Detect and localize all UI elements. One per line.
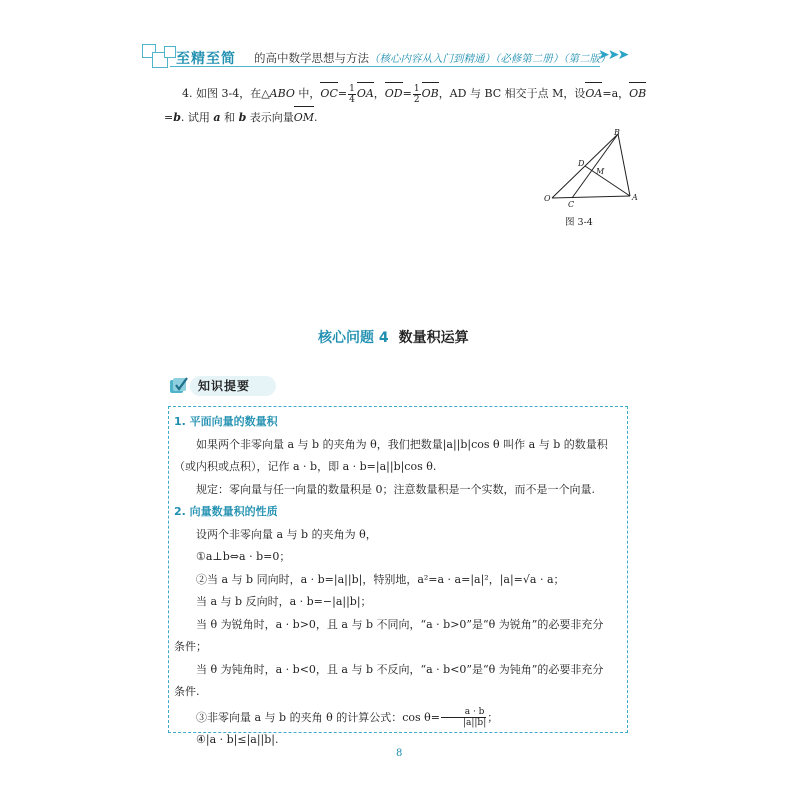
header-subtitle: （核心内容从入门到精通）（必修第二册）（第二版） <box>369 53 611 65</box>
badge-label: 知识提要 <box>190 376 276 396</box>
label-c: C <box>568 200 575 209</box>
vector-oa-2: OA <box>585 82 602 106</box>
label-b: B <box>614 128 620 137</box>
label-d: D <box>578 159 585 168</box>
fraction-1-4: $\frac{1}{4}$ <box>349 83 355 105</box>
label-o: O <box>544 194 551 203</box>
knowledge-line: （或内积或点积），记作 a · b，即 a · b=|a||b|cos θ. <box>174 460 437 473</box>
knowledge-line: 条件； <box>174 640 207 653</box>
knowledge-line: 当 θ 为锐角时，a · b>0，且 a 与 b 不同向，“a · b>0”是“θ 为锐角”的必要非充分 <box>196 617 604 631</box>
header-title: 的高中数学思想与方法（核心内容从入门到精通）（必修第二册）（第二版） <box>254 51 611 65</box>
knowledge-line: ①a⊥b⇔a · b=0； <box>196 550 291 563</box>
knowledge-title-2: 2. 向量数量积的性质 <box>174 505 278 518</box>
section-number: 核心问题 4 <box>318 330 389 346</box>
header-rule <box>170 66 600 67</box>
vector-od: OD <box>385 82 403 106</box>
fraction-1-2: $\frac{1}{2}$ <box>413 83 420 105</box>
vector-om: OM <box>294 106 314 130</box>
label-m: M <box>596 167 605 176</box>
knowledge-line: 条件. <box>174 685 200 698</box>
header-squares-decoration <box>140 44 180 68</box>
exercise-line-1: 4. 如图 3-4，在△ABO 中，OC= $\frac{1}{4}$ OA，OD= $\frac{1}{2}$ OB，AD 与 BC 相交于点 M，设OA=a，OB <box>182 83 647 105</box>
knowledge-line: 当 θ 为钝角时，a · b<0，且 a 与 b 不反向，“a · b<0”是“θ 为钝角”的必要非充分 <box>196 662 604 676</box>
figure-3-4 <box>538 128 648 228</box>
segment-ab <box>618 134 630 196</box>
vector-ob-2: OB <box>629 82 646 106</box>
knowledge-line: 如果两个非零向量 a 与 b 的夹角为 θ，我们把数量|a||b|cos θ 叫作 a 与 b 的数量积 <box>196 437 608 451</box>
knowledge-line: 设两个非零向量 a 与 b 的夹角为 θ， <box>196 527 377 541</box>
exercise-4 <box>164 82 652 130</box>
header-arrows-icon: ➤➤➤ <box>598 47 628 63</box>
vector-oc: OC <box>320 82 337 106</box>
vector-oa: OA <box>357 82 374 106</box>
knowledge-box <box>168 406 628 746</box>
exercise-line-2: =b. 试用 a 和 b 表示向量OM. <box>164 106 652 130</box>
book-check-icon <box>168 375 190 397</box>
section-name: 数量积运算 <box>398 330 469 346</box>
page-number: 8 <box>396 748 403 759</box>
knowledge-line-formula: ③非零向量 a 与 b 的夹角 θ 的计算公式：cos θ= $\frac{a \cdot b}{|a||b|}$ ； <box>196 707 499 728</box>
section-title <box>318 327 469 347</box>
header-brand: 至精至简 <box>176 51 236 67</box>
cos-formula-fraction: $\frac{a \cdot b}{|a||b|}$ <box>441 707 486 728</box>
knowledge-line: 当 a 与 b 反向时，a · b=−|a||b|； <box>196 595 372 608</box>
running-header <box>140 44 630 68</box>
label-a: A <box>632 193 638 202</box>
segment-oa <box>552 196 630 198</box>
knowledge-line: ②当 a 与 b 同向时，a · b=|a||b|，特别地，a²=a · a=|a|²，|a|=√a · a； <box>196 572 565 586</box>
figure-caption: 图 3-4 <box>565 217 593 228</box>
knowledge-title-1: 1. 平面向量的数量积 <box>174 415 278 428</box>
knowledge-line: ④|a · b|≤|a||b|. <box>196 733 279 746</box>
vector-ob: OB <box>422 82 439 106</box>
knowledge-line: 规定：零向量与任一向量的数量积是 0；注意数量积是一个实数，而不是一个向量. <box>196 482 595 496</box>
